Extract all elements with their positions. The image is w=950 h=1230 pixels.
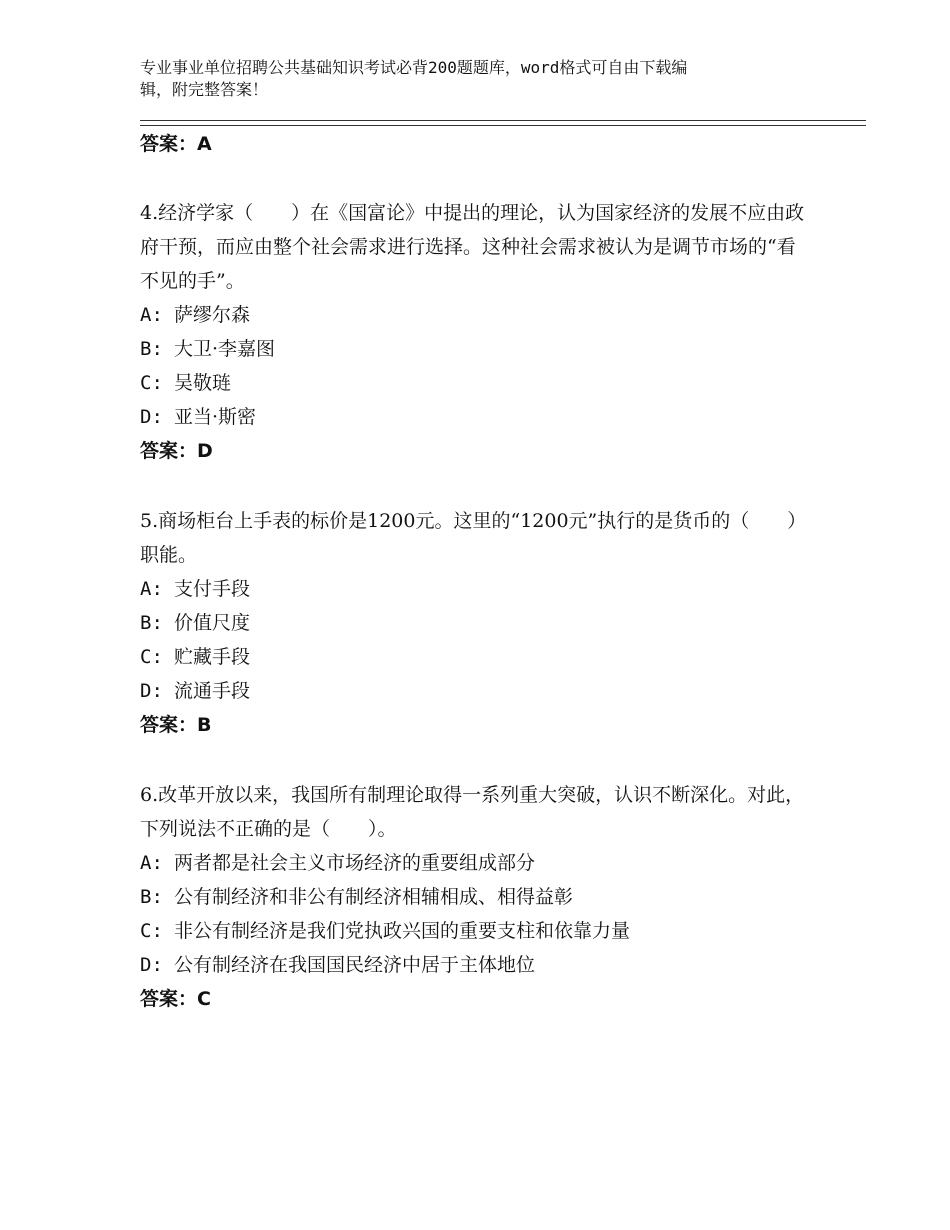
option-c	[140, 366, 840, 400]
option-letter: B:	[140, 612, 163, 634]
option-a	[140, 298, 840, 332]
option-b	[140, 332, 840, 366]
question-answer: 答案：D	[140, 440, 213, 462]
option-text: 亚当·斯密	[174, 406, 257, 428]
option-letter: B:	[140, 886, 163, 908]
question-answer: 答案：B	[140, 714, 212, 736]
option-text: 价值尺度	[174, 612, 251, 634]
option-b	[140, 606, 840, 640]
question-stem: 4.经济学家（ ）在《国富论》中提出的理论，认为国家经济的发展不应由政府干预，而应由整个社会需求进行选择。这种社会需求被认为是调节市场的“看不见的手”。	[140, 202, 805, 292]
option-text: 流通手段	[174, 680, 251, 702]
option-text: 萨缪尔森	[174, 304, 251, 326]
option-d	[140, 400, 840, 434]
header-line-1: 专业事业单位招聘公共基础知识考试必背200题题库，word格式可自由下载编	[140, 58, 688, 77]
option-text: 贮藏手段	[174, 646, 251, 668]
option-a	[140, 846, 840, 880]
option-text: 吴敬琏	[174, 372, 232, 394]
option-c	[140, 640, 840, 674]
page-header	[140, 57, 800, 101]
option-letter: A:	[140, 852, 163, 874]
option-letter: C:	[140, 646, 163, 668]
header-line-2: 辑，附完整答案！	[140, 80, 269, 99]
option-d	[140, 674, 840, 708]
question-list	[140, 128, 840, 1016]
option-letter: D:	[140, 406, 163, 428]
option-letter: A:	[140, 304, 163, 326]
header-divider	[140, 120, 866, 126]
option-b	[140, 880, 840, 914]
option-text: 大卫·李嘉图	[174, 338, 276, 360]
option-text: 非公有制经济是我们党执政兴国的重要支柱和依靠力量	[174, 920, 631, 942]
question-answer: 答案：C	[140, 988, 211, 1010]
option-letter: B:	[140, 338, 163, 360]
option-text: 两者都是社会主义市场经济的重要组成部分	[174, 852, 536, 874]
option-a	[140, 572, 840, 606]
question-stem: 5.商场柜台上手表的标价是1200元。这里的“1200元”执行的是货币的（ ）职能。	[140, 510, 807, 566]
option-d	[140, 948, 840, 982]
option-text: 支付手段	[174, 578, 251, 600]
option-text: 公有制经济和非公有制经济相辅相成、相得益彰	[174, 886, 574, 908]
previous-answer: 答案：A	[140, 133, 212, 155]
option-letter: D:	[140, 954, 163, 976]
option-letter: C:	[140, 372, 163, 394]
option-text: 公有制经济在我国国民经济中居于主体地位	[174, 954, 536, 976]
question-6	[140, 778, 840, 1016]
option-c	[140, 914, 840, 948]
question-4	[140, 196, 840, 468]
option-letter: D:	[140, 680, 163, 702]
question-stem: 6.改革开放以来，我国所有制理论取得一系列重大突破，认识不断深化。对此，下列说法不正确的是（ ）。	[140, 784, 805, 840]
question-5	[140, 504, 840, 742]
option-letter: C:	[140, 920, 163, 942]
option-letter: A:	[140, 578, 163, 600]
